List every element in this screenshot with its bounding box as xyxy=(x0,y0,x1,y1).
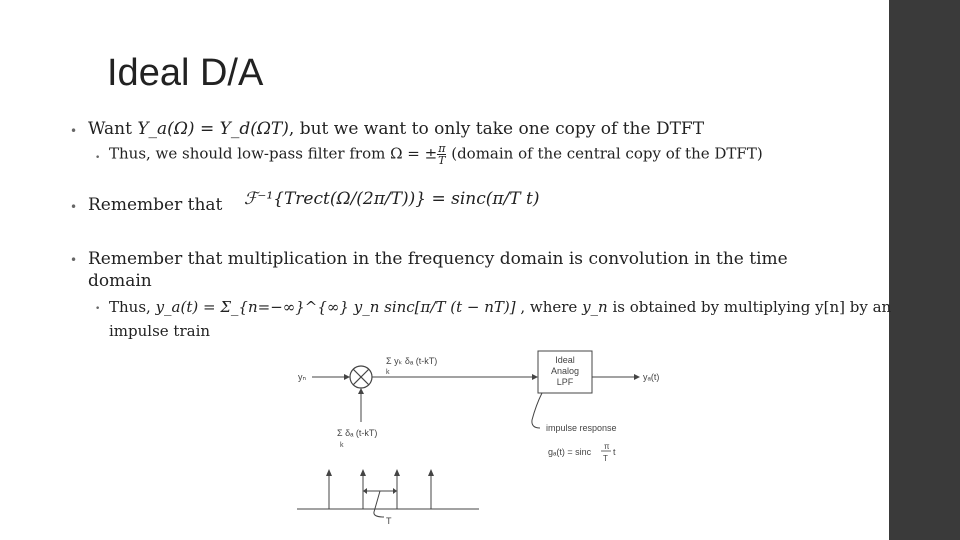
bullet-marker: • xyxy=(70,200,78,214)
period-right-arrow-icon xyxy=(393,488,397,494)
impulse-response-callout xyxy=(532,393,542,428)
ga-label: gₐ(t) = sinc xyxy=(548,447,592,457)
multiplier-icon xyxy=(350,366,372,388)
impulse-response-label: impulse response xyxy=(546,423,617,433)
bullet-marker: • xyxy=(70,253,78,267)
impulse-train-arrow-icon xyxy=(358,388,364,394)
bullet-1-suffix: , but we want to only take one copy of the DTFT xyxy=(288,119,705,139)
sum-yk-subscript: k xyxy=(386,369,390,376)
sinc-sum-equation: y_a(t) = Σ_{n=−∞}^{∞} y_n sinc[π/T (t − nT)] xyxy=(155,298,516,316)
period-label: T xyxy=(386,516,392,526)
input-label: yₙ xyxy=(298,372,307,382)
input-arrow-icon xyxy=(344,374,350,380)
output-label: yₐ(t) xyxy=(643,372,660,382)
sidebar-accent-bar xyxy=(889,0,960,540)
sum-delta-label: Σ δₐ (t-kT) xyxy=(337,428,378,438)
bullet-3-sub: Thus, y_a(t) = Σ_{n=−∞}^{∞} y_n sinc[π/T (t − nT)] , where y_n is obtained by multiplying y[n] by an xyxy=(109,298,892,316)
lpf-label-line-1: Ideal xyxy=(555,355,575,365)
bullet-1-sub-prefix: Thus, we should low-pass filter from Ω = ± xyxy=(109,144,438,163)
bullet-1-math: Y_a(Ω) = Y_d(ΩT) xyxy=(137,119,289,139)
impulse-arrows xyxy=(326,469,434,509)
ga-frac-den: T xyxy=(603,454,608,463)
sub-bullet-marker: • xyxy=(95,153,101,163)
impulse-arrow-icon xyxy=(394,469,400,476)
bullet-1-prefix: Want xyxy=(88,119,138,139)
lpf-label-line-3: LPF xyxy=(556,377,574,387)
lpf-input-arrow-icon xyxy=(532,374,538,380)
sum-yk-label: Σ yₖ δₐ (t-kT) xyxy=(386,356,438,366)
fourier-rect-equation: ℱ⁻¹{Trect(Ω/(2π/T))} = sinc(π/T t) xyxy=(244,189,540,209)
pi-over-t-fraction: $\frac{\pi}{T}$ xyxy=(438,142,446,167)
bullet-3-line-2: domain xyxy=(88,271,152,291)
sub-bullet-marker: • xyxy=(95,304,101,314)
lpf-label-line-2: Analog xyxy=(550,366,580,376)
impulse-arrow-icon xyxy=(360,469,366,476)
bullet-3-line-1: Remember that multiplication in the frequency domain is convolution in the time xyxy=(88,249,788,269)
ga-suffix: t xyxy=(613,447,616,457)
bullet-marker: • xyxy=(70,124,78,138)
bullet-1-sub-suffix: (domain of the central copy of the DTFT) xyxy=(446,144,763,163)
impulse-arrow-icon xyxy=(326,469,332,476)
output-arrow-icon xyxy=(634,374,640,380)
sum-delta-subscript: k xyxy=(340,442,344,449)
bullet-2-prefix: Remember that xyxy=(88,195,223,215)
ga-frac-num: π xyxy=(604,442,610,451)
bullet-3-sub-line-2: impulse train xyxy=(109,322,211,340)
period-left-arrow-icon xyxy=(363,488,367,494)
period-callout xyxy=(374,491,384,517)
slide-title: Ideal D/A xyxy=(107,52,264,94)
impulse-arrow-icon xyxy=(428,469,434,476)
